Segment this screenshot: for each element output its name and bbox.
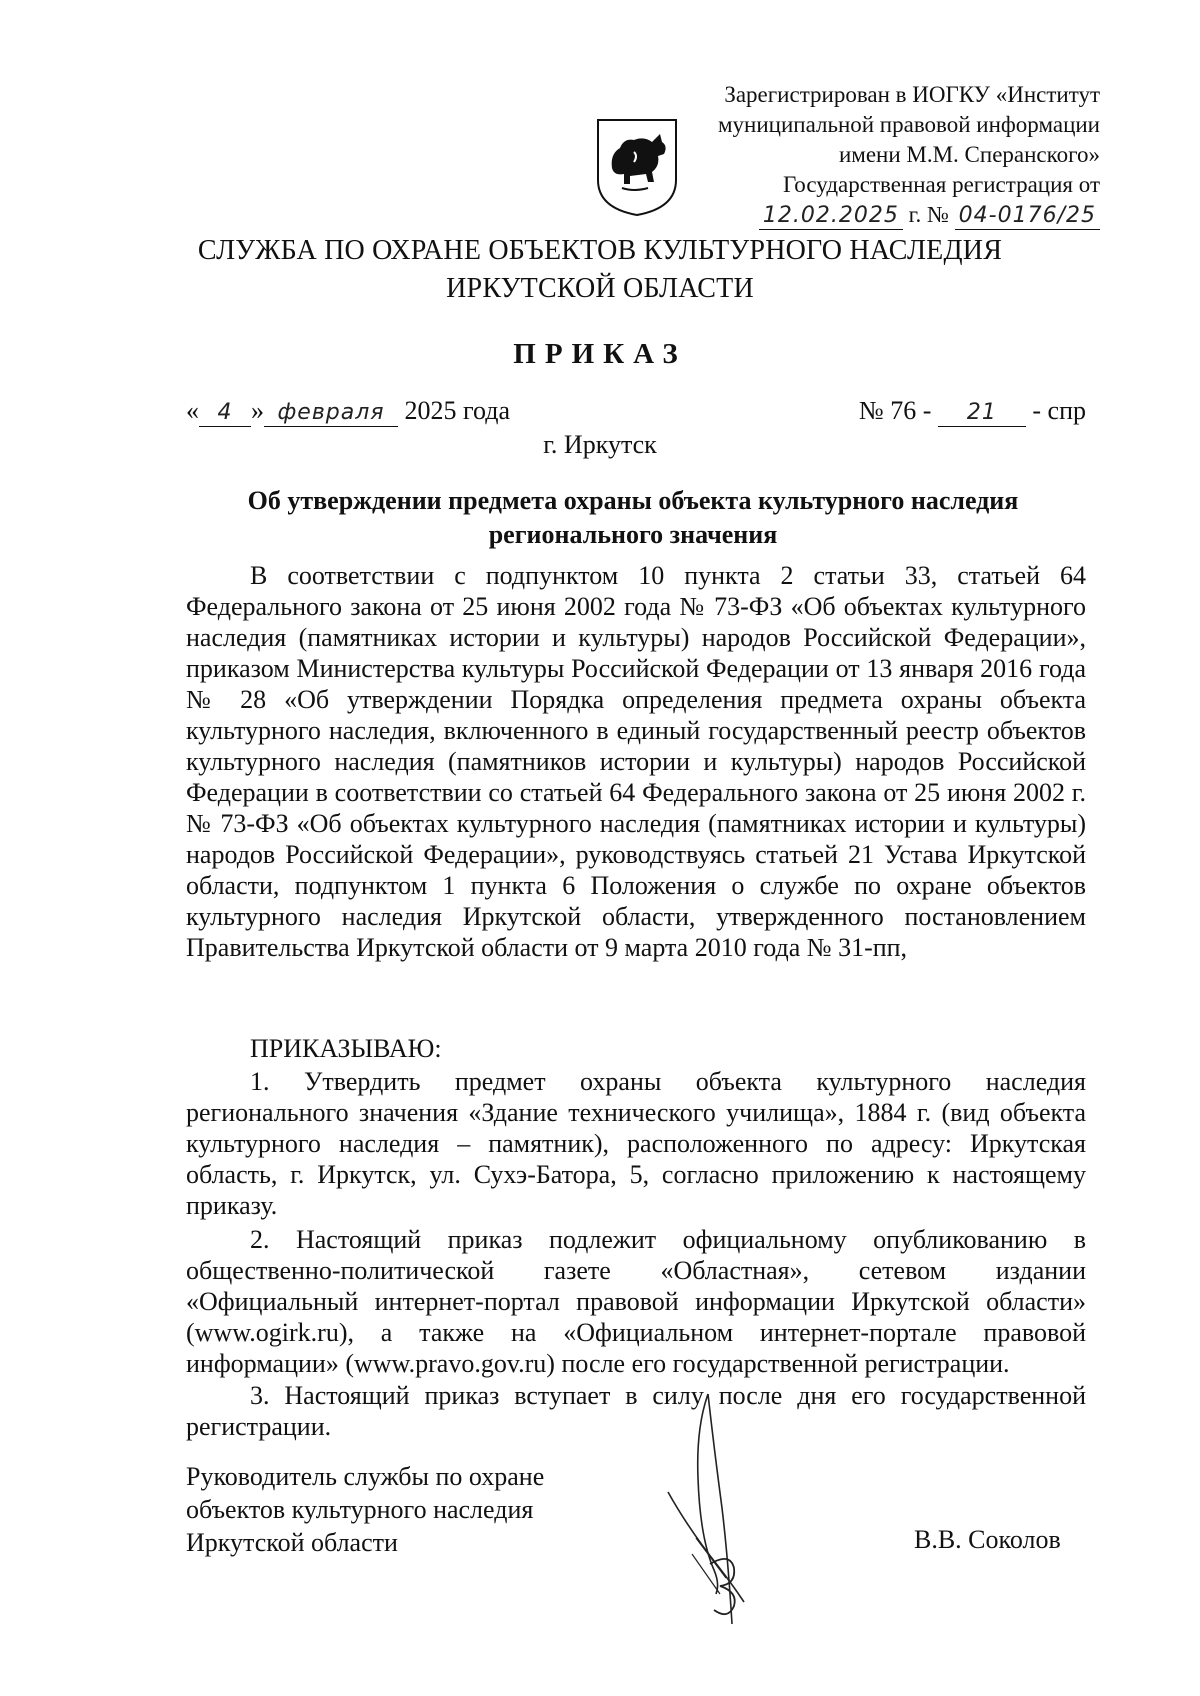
- order-subject: [180, 484, 1086, 552]
- org-name-line2: ИРКУТСКОЙ ОБЛАСТИ: [446, 273, 754, 304]
- order-number: [859, 396, 1086, 427]
- order-city: г. Иркутск: [543, 430, 657, 459]
- quote-close: »: [251, 396, 264, 425]
- registration-date: 12.02.2025: [759, 203, 903, 230]
- position-line: Руководитель службы по охране: [186, 1462, 545, 1491]
- registration-number-label: г. №: [908, 202, 949, 227]
- order-month: февраля: [264, 400, 398, 427]
- registration-date-line: [716, 200, 1100, 230]
- order-number-value: 21: [938, 400, 1026, 427]
- signatory-name: В.В. Соколов: [914, 1525, 1061, 1554]
- subject-line1: Об утверждении предмета охраны объекта культурного наследия: [247, 486, 1019, 515]
- document-type: ПРИКАЗ: [513, 338, 687, 370]
- registration-line: муниципальной правовой информации: [717, 112, 1100, 137]
- order-number-suffix: - спр: [1032, 396, 1086, 425]
- org-name-line1: СЛУЖБА ПО ОХРАНЕ ОБЪЕКТОВ КУЛЬТУРНОГО НАСЛЕДИЯ: [197, 235, 1003, 266]
- order-word: ПРИКАЗЫВАЮ:: [250, 1034, 442, 1063]
- position-line: объектов культурного наследия: [186, 1495, 534, 1524]
- order-year: 2025 года: [404, 396, 511, 425]
- preamble-paragraph: В соответствии с подпунктом 10 пункта 2 статьи 33, статьей 64 Федерального закона от 25 июня 2002 года № 73-ФЗ «Об объектах культурного наследия (памятниках истории и культуры) народов Российской Федерации», приказом Министерства культуры Российской Федерации от 13 января 2016 года № 28 «Об утверждении Порядка определения предмета охраны объекта культурного наследия, включенного в единый государственный реестр объектов культурного наследия (памятников истории и культуры) народов Российской Федерации в соответствии со статьей 64 Федерального закона от 25 июня 2002 г. № 73-ФЗ «Об объектах культурного наследия (памятниках истории и культуры) народов Российской Федерации», руководствуясь статьей 21 Устава Иркутской области, подпунктом 1 пункта 6 Положения о службе по охране объектов культурного наследия Иркутской области, утвержденного постановлением Правительства Иркутской области от 9 марта 2010 года № 31-пп,: [186, 561, 1086, 962]
- order-item-2: 2. Настоящий приказ подлежит официальному опубликованию в общественно-политической газете «Областная», сетевом издании «Официальный интернет-портал правовой информации Иркутской области» (www.ogirk.ru), а также на «Официальном интернет-портале правовой информации» (www.pravo.gov.ru) после его государственной регистрации.: [186, 1225, 1086, 1378]
- subject-line2: регионального значения: [488, 520, 778, 549]
- registration-line: Государственная регистрация от: [783, 172, 1100, 197]
- coat-of-arms-icon: [594, 116, 680, 218]
- registration-stamp: [716, 80, 1100, 230]
- order-item-1: 1. Утвердить предмет охраны объекта культурного наследия регионального значения «Здание технического училища», 1884 г. (вид объекта культурного наследия – памятник), расположенного по адресу: Иркутская область, г. Иркутск, ул. Сухэ-Батора, 5, согласно приложению к настоящему приказу.: [186, 1067, 1086, 1220]
- order-number-prefix: № 76 -: [858, 396, 932, 425]
- handwritten-signature: [648, 1388, 788, 1628]
- registration-line: имени М.М. Сперанского»: [838, 142, 1100, 167]
- position-line: Иркутской области: [186, 1528, 398, 1557]
- order-day: 4: [199, 400, 251, 427]
- registration-number: 04-0176/25: [955, 203, 1100, 230]
- order-date: [186, 396, 510, 427]
- signatory-position: [186, 1460, 544, 1559]
- registration-line: Зарегистрирован в ИОГКУ «Институт: [724, 82, 1100, 107]
- order-item-3: 3. Настоящий приказ вступает в силу после дня его государственной регистрации.: [186, 1381, 1086, 1441]
- quote-open: «: [186, 396, 199, 425]
